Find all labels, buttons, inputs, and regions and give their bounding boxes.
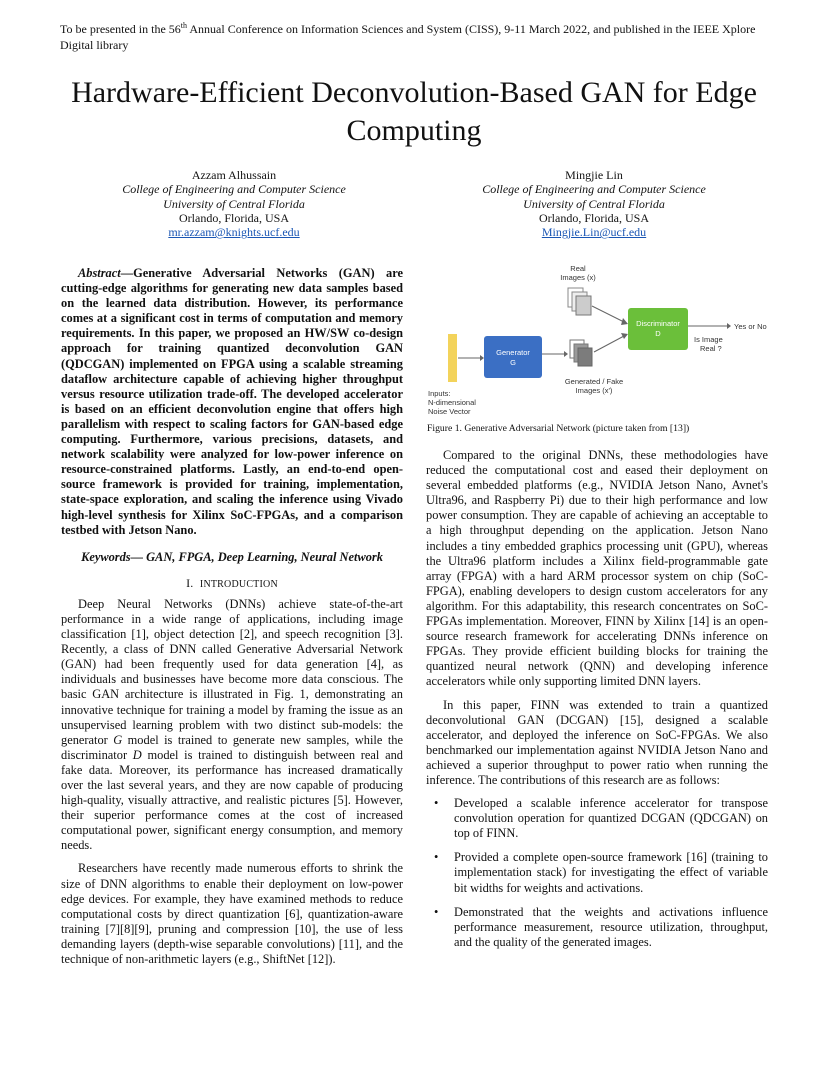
author-univ: University of Central Florida xyxy=(523,196,665,211)
real-images-label-2: Images (x) xyxy=(560,273,596,282)
discriminator-label-2: D xyxy=(655,329,661,338)
inputs-label: Inputs: xyxy=(428,389,451,398)
is-image-real-label-2: Real ? xyxy=(700,344,722,353)
abstract-lead: Abstract xyxy=(78,266,121,280)
author-email-link[interactable]: mr.azzam@knights.ucf.edu xyxy=(168,225,300,240)
arrow-head xyxy=(480,355,484,361)
left-column xyxy=(61,266,403,967)
section-heading-introduction xyxy=(61,576,403,592)
arrow-head xyxy=(621,318,628,325)
gan-diagram xyxy=(424,262,784,420)
fake-image-card xyxy=(578,348,592,366)
math-d: D xyxy=(132,747,142,762)
author-location: Orlando, Florida, USA xyxy=(179,210,289,225)
intro-p1-text-b: model is trained to generate new samples, while the discriminator xyxy=(61,732,403,762)
intro-p1-text-a: Deep Neural Networks (DNNs) achieve state-of-the-art performance in a wide range of applications, including image classification [1], object detection [2], and speech recognition [3]. Recently, a class of DNN called Generative Adversarial Network (GAN) had been frequently used for data generation [4], as individuals and businesses have become more data conscious. The basic GAN architecture is illustrated in Fig. 1, demonstrating an innovative technique for training a model by framing the issue as an unsupervised learning problem with two distinct sub-models: the generator xyxy=(61,596,403,747)
conference-note-sup: th xyxy=(180,21,188,30)
author-univ: University of Central Florida xyxy=(163,196,305,211)
inputs-label-2: N-dimensional xyxy=(428,398,476,407)
arrow-head xyxy=(727,323,731,329)
yes-no-label: Yes or No xyxy=(734,322,767,331)
right-paragraph-1: Compared to the original DNNs, these methodologies have reduced the computational cost and eased their deployment on several embedded platforms (e.g., NVIDIA Jetson Nano, Avnet's Ultra96, and Raspberry Pi) due to their high performance and low power consumption. They are capable of achieving an acceptable to a high throughput depending on the application. Jetson Nano includes a tiny embedded graphics processing unit (GPU), whereas the Ultra96 platform includes a Xilinx field-programmable gate array (FPGA) with a hard ARM processor system on chip (SoC-FPGA), enabling developers to design custom accelerators for any algorithm. For this adaptability, this research concentrates on SoC-FPGAs implementation. Moreover, FINN by Xilinx [14] is an open-source research framework for accelerating DNNs inference on FPGAs. They provide efficient building blocks for training the quantized neural network (QNN) and developing inference accelerators while only supporting limited DNN layers. xyxy=(426,448,768,689)
contribution-text: Demonstrated that the weights and activations influence performance measurement, resource utilization, throughput, and the quality of the generated images. xyxy=(454,904,768,949)
bullet-icon: • xyxy=(434,796,439,811)
generator-box xyxy=(484,336,542,378)
inputs-label-3: Noise Vector xyxy=(428,407,471,416)
math-g: G xyxy=(113,732,123,747)
real-image-card xyxy=(576,296,591,315)
discriminator-label: Discriminator xyxy=(636,319,680,328)
intro-paragraph-2: Researchers have recently made numerous efforts to shrink the size of DNN algorithms to enable their deployment on low-power edge devices. For example, they have examined methods to reduce computational costs by direct quantization [6], quantization-aware training [7][8][9], pruning and compression [10], the use of less demanding layers (depth-wise separable convolutions) [11], and the technique of non-arithmetic layers (e.g., ShiftNet [12]). xyxy=(61,861,403,967)
author-name: Azzam Alhussain xyxy=(191,168,277,182)
abstract xyxy=(61,266,403,538)
abstract-text: —Generative Adversarial Networks (GAN) are cutting-edge algorithms for generating new data samples based on the learned data distribution. However, its performance comes at a significant cost in terms of computation and memory requirements. In this paper, we proposed an HW/SW co-design approach for training quantized deconvolution GAN (QDCGAN) implemented on FPGA using a scalable streaming dataflow architecture capable of achieving higher throughput versus resource utilization trade-off. The developed accelerator is based on an efficient deconvolution engine that offers high parallelism with respect to scaling factors for GAN-based edge computing. Furthermore, various precisions, datasets, and network scalability were analyzed for low-power inference on resource-constrained platforms. Lastly, an end-to-end open-source framework is provided for training, implementation, state-space exploration, and scaling the inference using Vivado high-level synthesis for Xilinx SoC-FPGAs, and a comparison testbed with Jetson Nano. xyxy=(61,266,403,537)
contribution-text: Provided a complete open-source framework [16] (training to implementation stack) for investigating the effect of variable bit widths for weights and activations. xyxy=(454,850,768,895)
figure-caption: Figure 1. Generative Adversarial Network (picture taken from [13]) xyxy=(427,423,690,434)
contribution-text: Developed a scalable inference accelerator for transpose convolution operation for quantized DCGAN (QDCGAN) on top of FINN. xyxy=(454,796,768,841)
author-block-2 xyxy=(444,168,744,239)
keywords: Keywords— GAN, FPGA, Deep Learning, Neural Network xyxy=(81,549,383,564)
arrow-head xyxy=(564,351,568,357)
arrow-head xyxy=(621,333,628,339)
arrow-fake-discriminator xyxy=(594,336,624,352)
generator-label-2: G xyxy=(510,358,516,367)
noise-vector-bar xyxy=(448,334,457,382)
author-email-link[interactable]: Mingjie.Lin@ucf.edu xyxy=(541,225,647,240)
fake-images-label: Generated / Fake xyxy=(564,377,624,386)
conference-note-text: To be presented in the 56 xyxy=(60,22,181,36)
real-images-label: Real xyxy=(570,264,586,273)
section-title: INTRODUCTION xyxy=(199,578,278,590)
section-numeral: I. xyxy=(186,575,194,590)
fake-images-stack xyxy=(570,340,592,366)
right-paragraph-2: In this paper, FINN was extended to train a quantized deconvolutional GAN (DCGAN) [15], designed a scalable accelerator, and deployed the inference on SoC-FPGAs. We also benchmarked our implementation against NVIDIA Jetson Nano and achieved a superior throughput to power ratio when running the inference. The contributions of this research are as follows: xyxy=(426,697,768,787)
intro-paragraph-1 xyxy=(61,597,403,854)
author-name: Mingjie Lin xyxy=(565,168,623,182)
author-dept: College of Engineering and Computer Science xyxy=(482,182,706,197)
paper-title: Hardware-Efficient Deconvolution-Based GAN for Edge Computing xyxy=(71,76,757,147)
contribution-item xyxy=(426,905,768,950)
bullet-icon: • xyxy=(434,850,439,865)
arrow-real-discriminator xyxy=(592,306,624,322)
gan-figure xyxy=(424,262,784,420)
author-block-1 xyxy=(84,168,384,239)
right-column xyxy=(426,448,768,959)
generator-label: Generator xyxy=(496,348,530,357)
conference-note xyxy=(60,18,760,53)
bullet-icon: • xyxy=(434,904,439,919)
real-images-stack xyxy=(568,288,591,315)
author-dept: College of Engineering and Computer Science xyxy=(122,182,346,197)
contribution-item xyxy=(426,796,768,841)
is-image-real-label: Is Image xyxy=(694,335,723,344)
author-location: Orlando, Florida, USA xyxy=(539,210,649,225)
contributions-list xyxy=(426,796,768,950)
conference-note-text-2: Annual Conference on Information Sciences and System (CISS), 9-11 March 2022, and published in the IEEE Xplore Digital library xyxy=(60,22,756,52)
fake-images-label-2: Images (x') xyxy=(575,386,613,395)
contribution-item xyxy=(426,850,768,895)
intro-p1-text-c: model is trained to distinguish between real and fake data. Moreover, its performance has increased dramatically over the last several years, and they are now capable of producing high-quality, visually attractive, and realistic pictures [5]. However, their superior performance comes at the cost of increased computational power, significant energy consumption, and memory needs. xyxy=(61,747,403,853)
